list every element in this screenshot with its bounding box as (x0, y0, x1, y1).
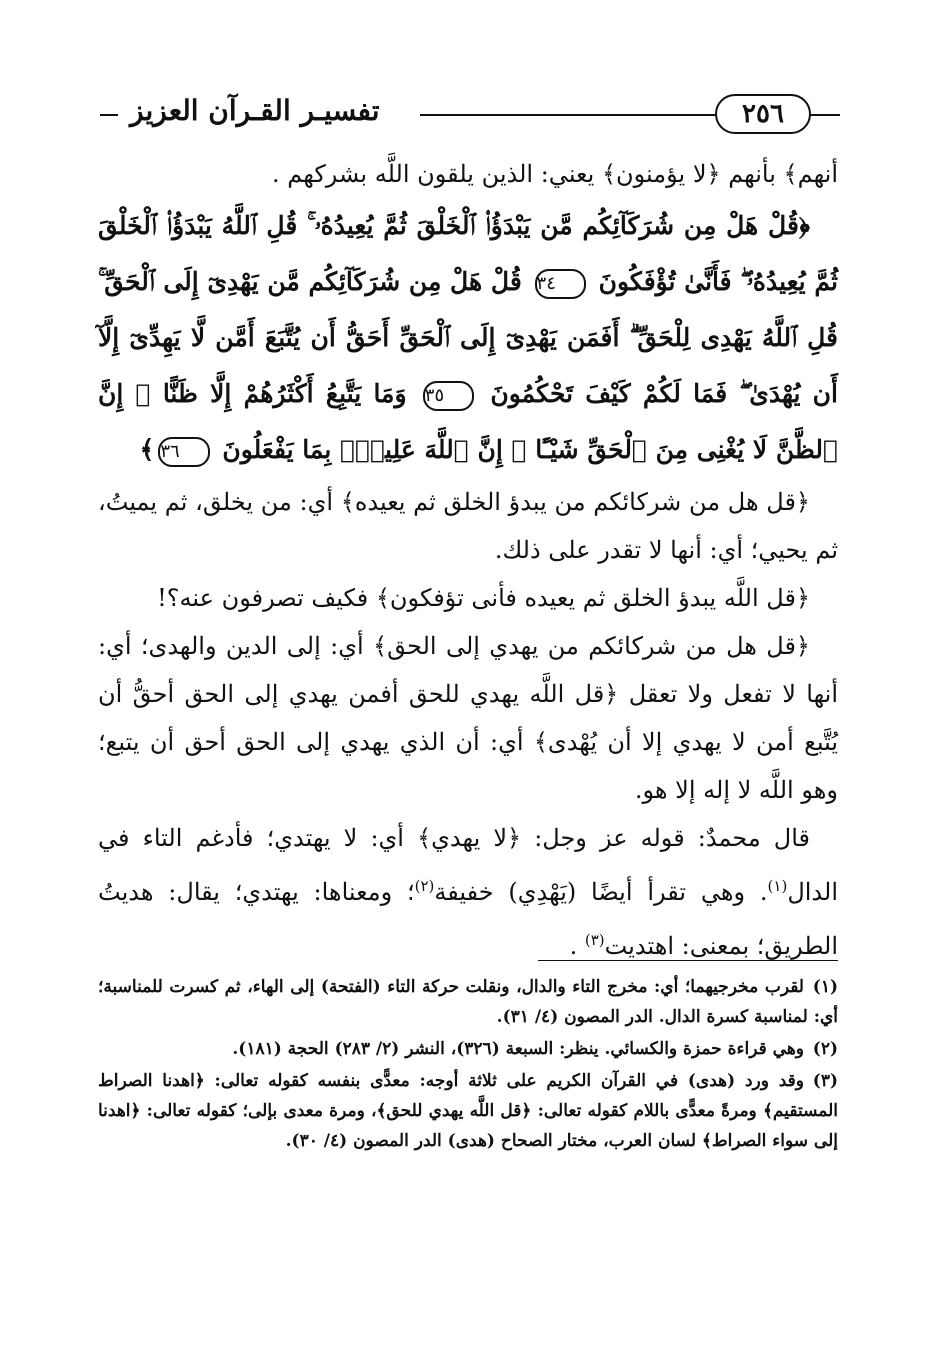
verse-text: ﴿قُلْ هَلْ مِن شُرَكَآئِكُم مَّن يَبْدَؤُا۟ ٱلْخَلْقَ ثُمَّ يُعِيدُهُۥ ۚ قُلِ ٱللَّهُ يَبْدَؤُا۟ ٱلْخَلْقَ ثُمَّ يُعِيدُهُۥ ۖ فَأَنَّىٰ تُؤْفَكُونَ (98, 211, 838, 296)
paragraph: ﴿قل هل من شركائكم من يهدي إلى الحق﴾ أي: إلى الدين والهدى؛ أي: أنها لا تفعل ولا تعقل ﴿قل اللَّه يهدي للحق أفمن يهدي إلى الحق أحقُّ أن يُتَّبع أمن لا يهدي إلا أن يُهْدى﴾ أي: أن الذي يهدي إلى الحق أحق أن يتبع؛ وهو اللَّه لا إله إلا هو. (98, 632, 839, 804)
header-rule (100, 114, 118, 116)
footnote-separator (538, 960, 838, 961)
paragraph: ﴿قل هل من شركائكم من يبدؤ الخلق ثم يعيده﴾ أي: من يخلق، ثم يميتُ، ثم يحيي؛ أي: أنها لا تقدر على ذلك. (98, 488, 838, 564)
header-title: تفسيـر القـرآن العزيز (130, 94, 380, 127)
running-header (100, 88, 840, 140)
main-text (98, 150, 838, 970)
paragraph: ﴿قل اللَّه يبدؤ الخلق ثم يعيده فأنى تؤفكون﴾ فكيف تصرفون عنه؟! (157, 584, 810, 612)
footnotes (98, 972, 838, 1158)
footnote-text: لقرب مخرجيهما؛ أي: مخرج التاء والدال، ونقلت حركة التاء (الفتحة) إلى الهاء، ثم كسرت للمناسبة؛ أي: لمناسبة كسرة الدال. الدر المصون (٤/ ٣١). (98, 977, 838, 1027)
footnote (98, 972, 838, 1032)
footnote (98, 1034, 838, 1064)
verse-text: ﴾ (139, 435, 155, 464)
footnote-marker: (١) (812, 977, 838, 997)
ayah-number: ٣٤ (535, 269, 586, 299)
text-run: قال محمدٌ: قوله عز وجل: ﴿لا يهدي﴾ أي: لا يهتدي؛ فأدغم التاء في الدال (98, 824, 838, 906)
footnote-ref: (٢) (414, 877, 435, 895)
ayah-number: ٣٦ (158, 437, 209, 467)
footnote-ref: (١) (767, 877, 788, 895)
text-run: . (569, 932, 585, 960)
page-number: ٢٥٦ (715, 94, 811, 134)
paragraph: أنهم﴾ بأنهم ﴿لا يؤمنون﴾ يعني: الذين يلقون اللَّه بشركهم . (272, 160, 838, 188)
footnote (98, 1066, 838, 1156)
footnote-text: وقد ورد (هدى) في القرآن الكريم على ثلاثة أوجه: معدًّى بنفسه كقوله تعالى: ﴿اهدنا الصراط المستقيم﴾ ومرةً معدًّى باللام كقوله تعالى: ﴿قل اللَّه يهدي للحق﴾، ومرة معدى بإلى؛ كقوله تعالى: ﴿اهدنا إلى سواء الصراط﴾ لسان العرب، مختار الصحاح (هدى) الدر المصون (٤/ ٣٠). (98, 1071, 838, 1151)
verse-text: وَمَا يَتَّبِعُ أَكْثَرُهُمْ إِلَّا ظَنًّا ۚ إِنَّ ٱلظَّنَّ لَا يُغْنِى مِنَ ٱلْحَقِّ شَيْـًٔا ۚ إِنَّ ٱللَّهَ عَلِيمٌۢ بِمَا يَفْعَلُونَ (98, 379, 838, 464)
quran-verses (98, 198, 838, 478)
footnote-text: وهي قراءة حمزة والكسائي. ينظر: السبعة (٣٢٦)، النشر (٢/ ٢٨٣) الحجة (١٨١). (232, 1039, 804, 1059)
header-rule (810, 114, 840, 116)
text-run: ؛ ومعناها: يهتدي؛ يقال: هديتُ الطريق؛ بمعنى: اهتديت (98, 878, 838, 960)
footnote-ref: (٣) (584, 931, 605, 949)
text-run: . وهي تقرأ أيضًا (يَهْدِي) خفيفة (434, 878, 768, 906)
verse-text: قُلْ هَلْ مِن شُرَكَآئِكُم مَّن يَهْدِىٓ إِلَى ٱلْحَقِّ ۚ قُلِ ٱللَّهُ يَهْدِى لِلْحَقِّ ۗ أَفَمَن يَهْدِىٓ إِلَى ٱلْحَقِّ أَحَقُّ أَن يُتَّبَعَ أَمَّن لَّا يَهِدِّىٓ إِلَّآ أَن يُهْدَىٰ ۖ فَمَا لَكُمْ كَيْفَ تَحْكُمُونَ (98, 267, 838, 408)
footnote-marker: (٣) (812, 1071, 838, 1091)
ayah-number: ٣٥ (423, 381, 474, 411)
paragraph (98, 814, 838, 970)
footnote-marker: (٢) (812, 1039, 838, 1059)
